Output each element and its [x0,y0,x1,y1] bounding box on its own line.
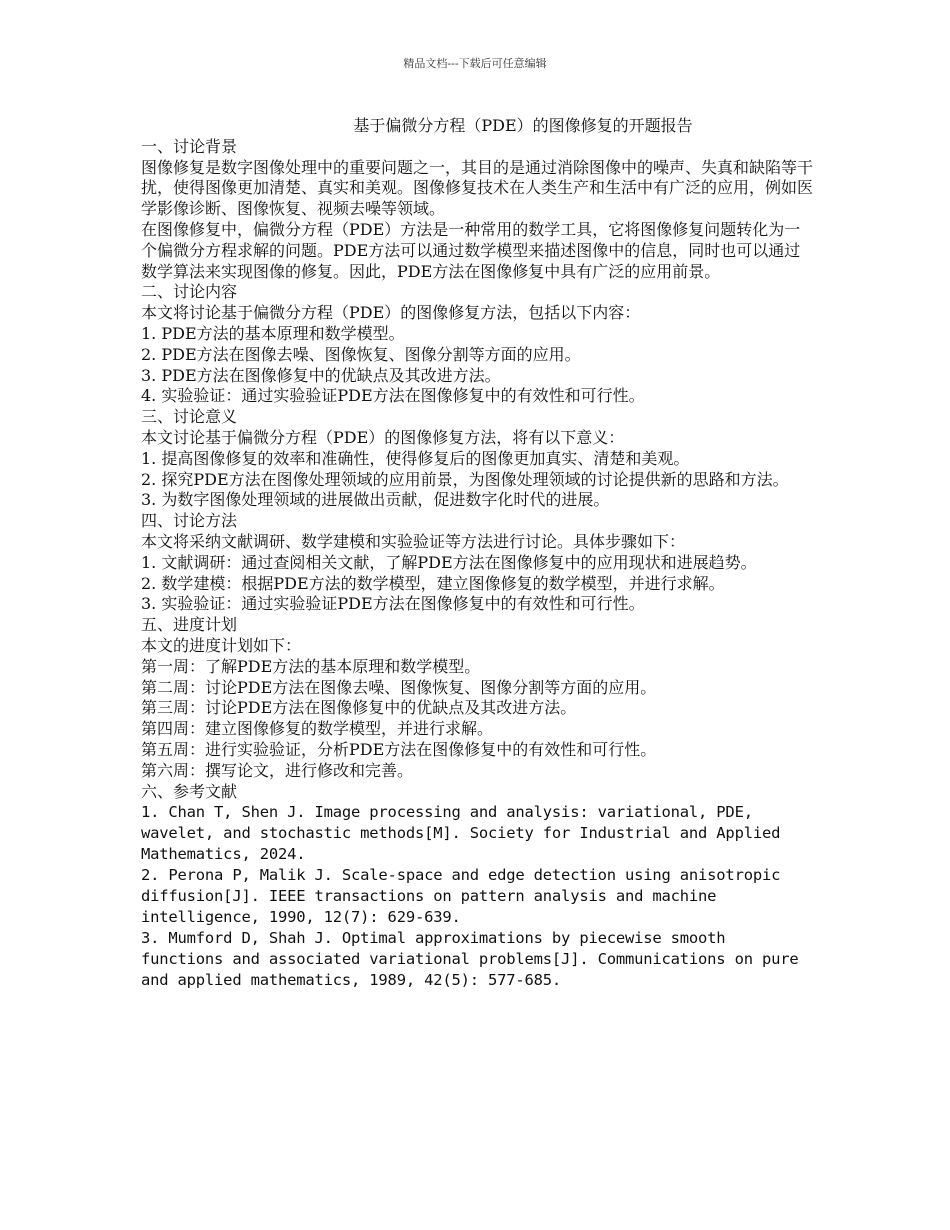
list-item: 4. 实验验证：通过实验验证PDE方法在图像修复中的有效性和可行性。 [141,386,645,406]
section-heading: 三、讨论意义 [141,407,238,427]
section-heading: 五、进度计划 [141,615,238,635]
page-header-watermark: 精品文档---下载后可任意编辑 [403,57,547,70]
paragraph: 在图像修复中，偏微分方程（PDE）方法是一种常用的数学工具，它将图像修复问题转化为一个偏微分方程求解的问题。PDE方法可以通过数学模型来描述图像中的信息，同时也可以通过数学算法来实现图像的修复。因此，PDE方法在图像修复中具有广泛的应用前景。 [141,219,801,281]
list-item: 2. 探究PDE方法在图像处理领域的应用前景，为图像处理领域的讨论提供新的思路和方法。 [141,469,789,489]
schedule-item: 第一周：了解PDE方法的基本原理和数学模型。 [141,656,481,676]
document-title: 基于偏微分方程（PDE）的图像修复的开题报告 [353,116,693,135]
list-item: 2. 数学建模：根据PDE方法的数学模型，建立图像修复的数学模型，并进行求解。 [141,573,725,593]
paragraph: 本文讨论基于偏微分方程（PDE）的图像修复方法，将有以下意义： [141,427,625,447]
section-heading: 四、讨论方法 [141,511,238,531]
list-item: 1. 文献调研：通过查阅相关文献，了解PDE方法在图像修复中的应用现状和进展趋势。 [141,552,757,572]
schedule-item: 第四周：建立图像修复的数学模型，并进行求解。 [141,719,494,739]
paragraph: 图像修复是数字图像处理中的重要问题之一，其目的是通过消除图像中的噪声、失真和缺陷等干扰，使得图像更加清楚、真实和美观。图像修复技术在人类生产和生活中有广泛的应用，例如医学影像诊断、图像恢复、视频去噪等领域。 [141,157,814,219]
list-item: 1. PDE方法的基本原理和数学模型。 [141,323,405,343]
section-heading: 一、讨论背景 [141,136,238,156]
reference-item: 3. Mumford D, Shah J. Optimal approximations by piecewise smooth functions and associated variational problems[J]. Communications on pure and applied mathematics, 1989, 42(5): 577-685. [141,929,799,990]
list-item: 3. 为数字图像处理领域的进展做出贡献，促进数字化时代的进展。 [141,490,610,510]
document-body [141,116,813,991]
list-item: 1. 提高图像修复的效率和准确性，使得修复后的图像更加真实、清楚和美观。 [141,448,690,468]
section-heading: 二、讨论内容 [141,282,238,302]
list-item: 3. 实验验证：通过实验验证PDE方法在图像修复中的有效性和可行性。 [141,594,645,614]
schedule-item: 第六周：撰写论文，进行修改和完善。 [141,760,414,780]
paragraph: 本文将采纳文献调研、数学建模和实验验证等方法进行讨论。具体步骤如下： [141,531,686,551]
list-item: 3. PDE方法在图像修复中的优缺点及其改进方法。 [141,365,501,385]
paragraph: 本文的进度计划如下： [141,635,302,655]
schedule-item: 第五周：进行实验验证，分析PDE方法在图像修复中的有效性和可行性。 [141,739,657,759]
section-heading: 六、参考文献 [141,781,238,801]
schedule-item: 第二周：讨论PDE方法在图像去噪、图像恢复、图像分割等方面的应用。 [141,677,657,697]
reference-item: 1. Chan T, Shen J. Image processing and analysis: variational, PDE, wavelet, and stochastic methods[M]. Society for Industrial and Applied Mathematics, 2024. [141,803,781,864]
paragraph: 本文将讨论基于偏微分方程（PDE）的图像修复方法，包括以下内容： [141,303,641,323]
reference-list [141,802,813,991]
schedule-item: 第三周：讨论PDE方法在图像修复中的优缺点及其改进方法。 [141,698,577,718]
reference-item: 2. Perona P, Malik J. Scale-space and edge detection using anisotropic diffusion[J]. IEEE transactions on pattern analysis and machine intelligence, 1990, 12(7): 629-639. [141,866,781,927]
list-item: 2. PDE方法在图像去噪、图像恢复、图像分割等方面的应用。 [141,344,581,364]
